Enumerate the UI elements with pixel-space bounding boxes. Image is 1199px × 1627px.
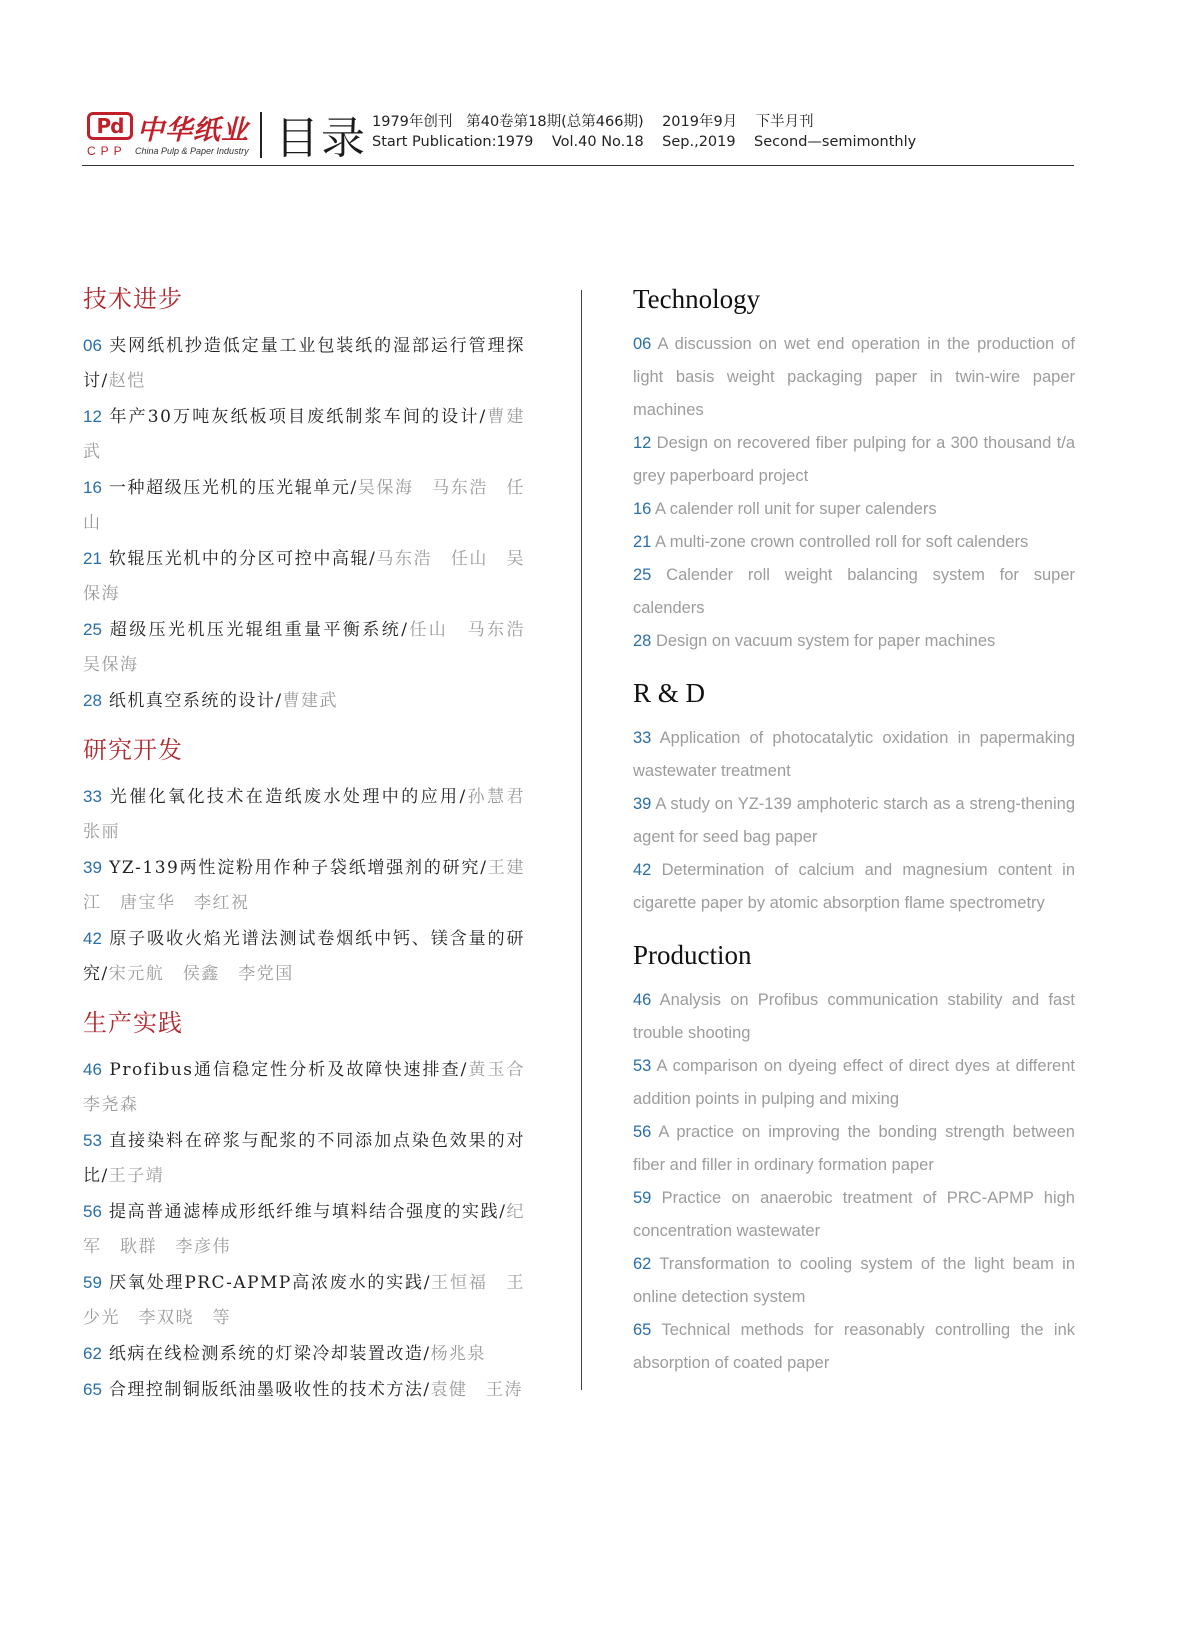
article-authors: 曹建武 <box>83 407 526 462</box>
journal-logo <box>85 110 260 160</box>
contents-english <box>633 280 1075 1380</box>
article-authors: 马东浩 任山 吴保海 <box>83 549 526 604</box>
header-info-chinese <box>372 110 814 131</box>
article-authors: 孙慧君 张丽 <box>83 787 544 842</box>
page-number: 53 <box>83 1131 102 1150</box>
page-number: 21 <box>83 549 102 568</box>
article-title: A calender roll unit for super calenders <box>655 500 937 518</box>
article-title: 纸病在线检测系统的灯梁冷却装置改造 <box>108 1344 424 1364</box>
toc-entry[interactable]: 39 YZ-139两性淀粉用作种子袋纸增强剂的研究/王建江 唐宝华 李红祝 <box>83 858 526 913</box>
toc-entry[interactable] <box>633 1182 1075 1248</box>
page-number: 39 <box>633 795 652 813</box>
article-title: Application of photocatalytic oxidation in papermaking wastewater treatment <box>633 729 1075 780</box>
article-authors: 袁健 王涛 <box>430 1380 524 1400</box>
logo-english-name: China Pulp & Paper Industry <box>135 146 249 156</box>
page-number: 06 <box>83 336 102 355</box>
header-info-english <box>372 134 916 150</box>
toc-entry[interactable] <box>633 1314 1075 1380</box>
page-number: 16 <box>83 478 102 497</box>
article-authors: 宋元航 侯鑫 李党国 <box>108 964 294 984</box>
article-title: 年产30万吨灰纸板项目废纸制浆车间的设计 <box>109 407 480 427</box>
page-number: 65 <box>83 1380 102 1399</box>
toc-entry[interactable]: 62 纸病在线检测系统的灯梁冷却装置改造/杨兆泉 <box>83 1344 487 1364</box>
page-number: 46 <box>633 991 652 1009</box>
article-title: 夹网纸机抄造低定量工业包装纸的湿部运行管理探讨 <box>83 336 526 391</box>
toc-entry[interactable] <box>633 427 1075 493</box>
article-title: A practice on improving the bonding strength between fiber and filler in ordinary formation paper <box>633 1123 1075 1174</box>
page-number: 65 <box>633 1321 652 1339</box>
article-title: 直接染料在碎浆与配浆的不同添加点染色效果的对比 <box>83 1131 526 1186</box>
section-gap <box>83 992 525 1004</box>
page-number: 28 <box>633 632 652 650</box>
toc-entry[interactable]: 33 光催化氧化技术在造纸废水处理中的应用/孙慧君 张丽 <box>83 787 544 842</box>
article-title: 软辊压光机中的分区可控中高辊 <box>108 549 370 569</box>
article-title: Analysis on Profibus communication stability and fast trouble shooting <box>633 991 1075 1042</box>
issue-date: 2019年9月 <box>662 114 738 130</box>
toc-entry[interactable]: 16 一种超级压光机的压光辊单元/吴保海 马东浩 任山 <box>83 478 526 533</box>
article-title: Design on vacuum system for paper machines <box>655 632 996 650</box>
article-title: A discussion on wet end operation in the production of light basis weight packaging paper in twin-wire paper machines <box>633 335 1075 419</box>
page-number: 42 <box>83 929 102 948</box>
page-title: 目录 <box>275 113 367 164</box>
toc-entry[interactable]: 53 直接染料在碎浆与配浆的不同添加点染色效果的对比/王子靖 <box>83 1131 526 1186</box>
page-number: 33 <box>83 787 102 806</box>
page-number: 33 <box>633 729 652 747</box>
page-number: 06 <box>633 335 652 353</box>
toc-entry[interactable] <box>633 526 1075 559</box>
article-authors: 任山 马东浩 吴保海 <box>83 620 544 675</box>
toc-entry[interactable] <box>633 493 1075 526</box>
toc-entry[interactable]: 25 超级压光机压光辊组重量平衡系统/任山 马东浩 吴保海 <box>83 620 544 675</box>
article-authors: 王建江 唐宝华 李红祝 <box>83 858 526 913</box>
article-title: 提高普通滤棒成形纸纤维与填料结合强度的实践 <box>108 1202 500 1222</box>
article-title: A study on YZ-139 amphoteric starch as a streng-thening agent for seed bag paper <box>633 795 1075 846</box>
toc-entry[interactable] <box>633 1248 1075 1314</box>
volume-issue: 第40卷第18期(总第466期) <box>466 114 644 130</box>
page-number: 25 <box>633 566 652 584</box>
page-number: 39 <box>83 858 102 877</box>
page-number: 16 <box>633 500 652 518</box>
toc-entry[interactable] <box>633 328 1075 427</box>
article-title: YZ-139两性淀粉用作种子袋纸增强剂的研究 <box>109 858 481 878</box>
masthead <box>85 100 1120 170</box>
logo-chinese-name: 中华纸业 <box>137 115 249 146</box>
article-title: Profibus通信稳定性分析及故障快速排查 <box>109 1060 461 1080</box>
toc-entry[interactable]: 28 纸机真空系统的设计/曹建武 <box>83 691 339 711</box>
article-title: 超级压光机压光辊组重量平衡系统 <box>109 620 402 640</box>
header-separator <box>260 112 262 158</box>
page-number: 42 <box>633 861 652 879</box>
toc-entry[interactable] <box>633 625 1075 658</box>
page-number: 56 <box>633 1123 652 1141</box>
section-title: R & D <box>633 678 706 708</box>
toc-entry[interactable] <box>633 722 1075 788</box>
frequency: 下半月刊 <box>755 114 814 130</box>
page-number: 25 <box>83 620 102 639</box>
toc-entry[interactable]: 56 提高普通滤棒成形纸纤维与填料结合强度的实践/纪军 耿群 李彦伟 <box>83 1202 526 1257</box>
toc-entry[interactable]: 12 年产30万吨灰纸板项目废纸制浆车间的设计/曹建武 <box>83 407 526 462</box>
toc-entry[interactable] <box>633 1116 1075 1182</box>
issue-date-en: Sep.,2019 <box>662 134 736 150</box>
article-title: Determination of calcium and magnesium content in cigarette paper by atomic absorption flame spectrometry <box>633 861 1075 912</box>
founded-year: 1979年创刊 <box>372 114 453 130</box>
page-number: 53 <box>633 1057 652 1075</box>
article-authors: 曹建武 <box>282 691 339 711</box>
article-authors: 吴保海 马东浩 任山 <box>83 478 526 533</box>
article-title: A multi-zone crown controlled roll for soft calenders <box>655 533 1029 551</box>
section-title: 技术进步 <box>83 285 183 313</box>
frequency-en: Second—semimonthly <box>754 134 917 150</box>
article-title: 厌氧处理PRC-APMP高浓废水的实践 <box>109 1273 424 1293</box>
article-title: 原子吸收火焰光谱法测试卷烟纸中钙、镁含量的研究 <box>83 929 526 984</box>
article-title: Calender roll weight balancing system for super calenders <box>633 566 1075 617</box>
article-title: 纸机真空系统的设计 <box>108 691 276 711</box>
toc-entry[interactable]: 21 软辊压光机中的分区可控中高辊/马东浩 任山 吴保海 <box>83 549 526 604</box>
toc-entry[interactable] <box>633 788 1075 854</box>
founded-year-en: Start Publication:1979 <box>372 134 534 150</box>
page-number: 62 <box>83 1344 102 1363</box>
article-authors: 王恒福 王少光 李双晓 等 <box>83 1273 525 1328</box>
page-number: 59 <box>633 1189 652 1207</box>
section-title: Technology <box>633 284 761 314</box>
page-number: 46 <box>83 1060 102 1079</box>
toc-entry[interactable]: 59 厌氧处理PRC-APMP高浓废水的实践/王恒福 王少光 李双晓 等 <box>83 1273 525 1328</box>
article-title: 一种超级压光机的压光辊单元 <box>108 478 351 498</box>
page-number: 21 <box>633 533 652 551</box>
section-title: 生产实践 <box>83 1009 183 1037</box>
section-title: 研究开发 <box>83 736 183 764</box>
page-number: 12 <box>83 407 102 426</box>
article-authors: 黄玉合 李尧森 <box>83 1060 544 1115</box>
toc-entry[interactable] <box>633 1050 1075 1116</box>
volume-issue-en: Vol.40 No.18 <box>551 134 644 150</box>
page-number: 59 <box>83 1273 102 1292</box>
article-title: Technical methods for reasonably controlling the ink absorption of coated paper <box>633 1321 1075 1372</box>
article-authors: 赵恺 <box>108 371 146 391</box>
toc-entry[interactable] <box>633 559 1075 625</box>
section-gap <box>633 658 1075 674</box>
toc-entry[interactable]: 46 Profibus通信稳定性分析及故障快速排查/黄玉合 李尧森 <box>83 1060 544 1115</box>
page-number: 62 <box>633 1255 652 1273</box>
article-authors: 纪军 耿群 李彦伟 <box>83 1202 526 1257</box>
logo-cpp-text: CPP <box>87 144 127 158</box>
header-rule <box>82 165 1074 166</box>
toc-entry[interactable]: 42 原子吸收火焰光谱法测试卷烟纸中钙、镁含量的研究/宋元航 侯鑫 李党国 <box>83 929 526 984</box>
article-title: Design on recovered fiber pulping for a 300 thousand t/a grey paperboard project <box>633 434 1075 485</box>
article-title: A comparison on dyeing effect of direct dyes at different addition points in pulping and mixing <box>633 1057 1075 1108</box>
toc-entry[interactable] <box>633 984 1075 1050</box>
section-gap <box>633 920 1075 936</box>
article-title: Transformation to cooling system of the light beam in online detection system <box>633 1255 1075 1306</box>
toc-entry[interactable]: 65 合理控制铜版纸油墨吸收性的技术方法/袁健 王涛 <box>83 1380 524 1400</box>
page-number: 56 <box>83 1202 102 1221</box>
contents-chinese <box>83 280 544 1408</box>
toc-entry[interactable]: 06 夹网纸机抄造低定量工业包装纸的湿部运行管理探讨/赵恺 <box>83 336 526 391</box>
column-divider <box>581 290 582 1390</box>
toc-entry[interactable] <box>633 854 1075 920</box>
logo-mark: Pd <box>87 112 133 140</box>
page-number: 12 <box>633 434 652 452</box>
page-number: 28 <box>83 691 102 710</box>
article-authors: 杨兆泉 <box>430 1344 487 1364</box>
section-gap <box>83 719 525 731</box>
section-title: Production <box>633 940 752 970</box>
article-authors: 王子靖 <box>108 1166 165 1186</box>
article-title: Practice on anaerobic treatment of PRC-APMP high concentration wastewater <box>633 1189 1075 1240</box>
article-title: 合理控制铜版纸油墨吸收性的技术方法 <box>108 1380 424 1400</box>
article-title: 光催化氧化技术在造纸废水处理中的应用 <box>109 787 460 807</box>
